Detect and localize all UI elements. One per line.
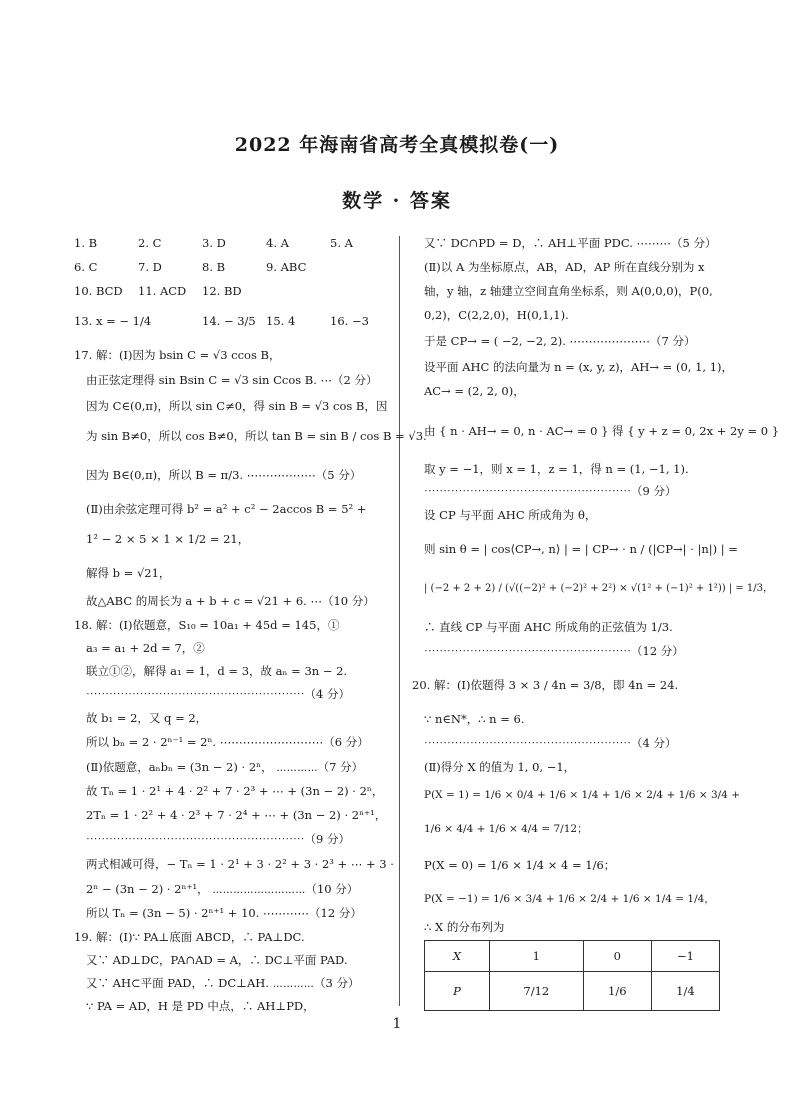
solution-line: 设 CP 与平面 AHC 所成角为 θ，: [424, 508, 597, 522]
solution-line: 17. 解：(Ⅰ)因为 bsin C = √3 ccos B，: [74, 348, 281, 362]
left-column: [74, 236, 427, 1016]
solution-line: 又∵ AH⊂平面 PAD，∴ DC⊥AH. ⋯⋯⋯⋯（3 分）: [86, 976, 360, 990]
solution-line: ⋯⋯⋯⋯⋯⋯⋯⋯⋯⋯⋯⋯⋯⋯⋯⋯⋯⋯（4 分）: [424, 736, 677, 750]
table-cell: 7/12: [490, 972, 584, 1011]
table-row: [425, 941, 720, 972]
solution-line: 两式相减可得，− Tₙ = 1 · 2¹ + 3 · 2² + 3 · 2³ + ⋯ + 3 ·: [86, 857, 394, 871]
solution-line: 联立①②，解得 a₁ = 1，d = 3，故 aₙ = 3n − 2.: [86, 664, 348, 678]
solution-line: 设平面 AHC 的法向量为 n = (x, y, z)，AH→ = (0, 1, 1)，: [424, 360, 734, 374]
answer-item: 5. A: [330, 236, 353, 250]
solution-line: 18. 解：(Ⅰ)依题意，S₁₀ = 10a₁ + 45d = 145，①: [74, 618, 340, 632]
answer-item: 10. BCD: [74, 284, 123, 298]
solution-line: ⋯⋯⋯⋯⋯⋯⋯⋯⋯⋯⋯⋯⋯⋯⋯⋯⋯⋯（12 分）: [424, 644, 684, 658]
solution-line: ∴ 直线 CP 与平面 AHC 所成角的正弦值为 1/3.: [424, 620, 673, 634]
solution-line: 取 y = −1，则 x = 1，z = 1，得 n = (1, −1, 1).: [424, 462, 689, 476]
solution-line: (Ⅱ)由余弦定理可得 b² = a² + c² − 2accos B = 5² +: [86, 502, 367, 516]
solution-line: 由 { n · AH→ = 0, n · AC→ = 0 } 得 { y + z = 0, 2x + 2y = 0 }: [424, 424, 780, 438]
solution-line: AC→ = (2, 2, 0)，: [424, 384, 525, 398]
column-divider: [399, 236, 400, 1006]
solution-line: 2ⁿ − (3n − 2) · 2ⁿ⁺¹， ⋯⋯⋯⋯⋯⋯⋯⋯⋯（10 分）: [86, 882, 359, 896]
solution-line: 又∵ AD⊥DC，PA∩AD = A，∴ DC⊥平面 PAD.: [86, 953, 348, 967]
solution-line: ∴ X 的分布列为: [424, 920, 505, 934]
solution-line: 1/6 × 4/4 + 1/6 × 4/4 = 7/12；: [424, 823, 588, 835]
table-cell: P: [425, 972, 490, 1011]
answer-item: 15. 4: [266, 314, 296, 328]
page-title: 2022 年海南省高考全真模拟卷(一): [234, 134, 560, 156]
table-cell: −1: [651, 941, 719, 972]
solution-line: 又∵ DC∩PD = D，∴ AH⊥平面 PDC. ⋯⋯⋯（5 分）: [424, 236, 717, 250]
answer-item: 4. A: [266, 236, 289, 250]
solution-line: 0,2)，C(2,2,0)，H(0,1,1).: [424, 308, 569, 322]
solution-line: | (−2 + 2 + 2) / (√((−2)² + (−2)² + 2²) × √(1² + (−1)² + 1²)) | = 1/3，: [424, 583, 773, 594]
solution-line: P(X = 1) = 1/6 × 0/4 + 1/6 × 1/4 + 1/6 × 2/4 + 1/6 × 3/4 +: [424, 789, 740, 801]
solution-line: 20. 解：(Ⅰ)依题得 3 × 3 / 4n = 3/8，即 4n = 24.: [412, 678, 679, 692]
solution-line: 由正弦定理得 sin Bsin C = √3 sin Ccos B. ⋯（2 分）: [86, 373, 378, 387]
solution-line: (Ⅱ)依题意，aₙbₙ = (3n − 2) · 2ⁿ， ⋯⋯⋯⋯（7 分）: [86, 760, 364, 774]
answer-item: 1. B: [74, 236, 98, 250]
answer-item: 12. BD: [202, 284, 242, 298]
answer-item: 14. − 3/5: [202, 314, 256, 328]
solution-line: P(X = 0) = 1/6 × 1/4 × 4 = 1/6；: [424, 858, 616, 872]
answer-item: 8. B: [202, 260, 226, 274]
solution-line: 故△ABC 的周长为 a + b + c = √21 + 6. ⋯（10 分）: [86, 594, 375, 608]
solution-line: (Ⅱ)得分 X 的值为 1, 0, −1，: [424, 760, 576, 774]
page-number: 1: [392, 1016, 402, 1032]
solution-line: 因为 B∈(0,π)，所以 B = π/3. ⋯⋯⋯⋯⋯⋯（5 分）: [86, 468, 362, 482]
solution-line: 2Tₙ = 1 · 2² + 4 · 2³ + 7 · 2⁴ + ⋯ + (3n − 2) · 2ⁿ⁺¹，: [86, 808, 387, 822]
answer-item: 6. C: [74, 260, 98, 274]
solution-line: ∵ n∈N*，∴ n = 6.: [424, 712, 525, 726]
solution-line: 则 sin θ = | cos⟨CP→, n⟩ | = | CP→ · n / (|CP→| · |n|) | =: [424, 542, 738, 556]
solution-line: ⋯⋯⋯⋯⋯⋯⋯⋯⋯⋯⋯⋯⋯⋯⋯⋯⋯⋯（9 分）: [424, 484, 677, 498]
answer-item: 7. D: [138, 260, 162, 274]
table-cell: X: [425, 941, 490, 972]
solution-line: 所以 bₙ = 2 · 2ⁿ⁻¹ = 2ⁿ. ⋯⋯⋯⋯⋯⋯⋯⋯⋯（6 分）: [86, 735, 369, 749]
answer-item: 13. x = − 1/4: [74, 314, 152, 328]
solution-line: ⋯⋯⋯⋯⋯⋯⋯⋯⋯⋯⋯⋯⋯⋯⋯⋯⋯⋯⋯（4 分）: [86, 687, 350, 701]
table-cell: 1/4: [651, 972, 719, 1011]
answer-item: 16. −3: [330, 314, 369, 328]
table-cell: 0: [583, 941, 651, 972]
right-column: [412, 236, 780, 1016]
answer-item: 2. C: [138, 236, 162, 250]
table-cell: 1/6: [583, 972, 651, 1011]
solution-line: a₃ = a₁ + 2d = 7，②: [86, 641, 205, 655]
page-subtitle: 数学 · 答案: [342, 190, 452, 212]
solution-line: 轴，y 轴，z 轴建立空间直角坐标系，则 A(0,0,0)，P(0,: [424, 284, 713, 298]
solution-line: 为 sin B≠0，所以 cos B≠0，所以 tan B = sin B / cos B = √3.: [86, 429, 427, 443]
solution-line: 故 Tₙ = 1 · 2¹ + 4 · 2² + 7 · 2³ + ⋯ + (3n − 2) · 2ⁿ，: [86, 784, 384, 798]
solution-line: 因为 C∈(0,π)，所以 sin C≠0，得 sin B = √3 cos B，因: [86, 399, 388, 413]
solution-line: (Ⅱ)以 A 为坐标原点，AB，AD，AP 所在直线分别为 x: [424, 260, 705, 274]
answer-item: 9. ABC: [266, 260, 307, 274]
solution-line: P(X = −1) = 1/6 × 3/4 + 1/6 × 2/4 + 1/6 × 1/4 = 1/4，: [424, 893, 715, 905]
solution-line: ∵ PA = AD，H 是 PD 中点，∴ AH⊥PD，: [86, 999, 315, 1013]
solution-line: ⋯⋯⋯⋯⋯⋯⋯⋯⋯⋯⋯⋯⋯⋯⋯⋯⋯⋯⋯（9 分）: [86, 832, 350, 846]
solution-line: 所以 Tₙ = (3n − 5) · 2ⁿ⁺¹ + 10. ⋯⋯⋯⋯（12 分）: [86, 906, 362, 920]
solution-line: 1² − 2 × 5 × 1 × 1/2 = 21，: [86, 532, 250, 546]
solution-line: 解得 b = √21，: [86, 566, 171, 580]
table-row: [425, 972, 720, 1011]
solution-line: 19. 解：(Ⅰ)∵ PA⊥底面 ABCD，∴ PA⊥DC.: [74, 930, 305, 944]
table-cell: 1: [490, 941, 584, 972]
solution-line: 于是 CP→ = ( −2, −2, 2). ⋯⋯⋯⋯⋯⋯⋯（7 分）: [424, 334, 696, 348]
answer-item: 3. D: [202, 236, 226, 250]
distribution-table: [424, 940, 720, 1011]
solution-line: 故 b₁ = 2，又 q = 2，: [86, 711, 208, 725]
answer-item: 11. ACD: [138, 284, 187, 298]
